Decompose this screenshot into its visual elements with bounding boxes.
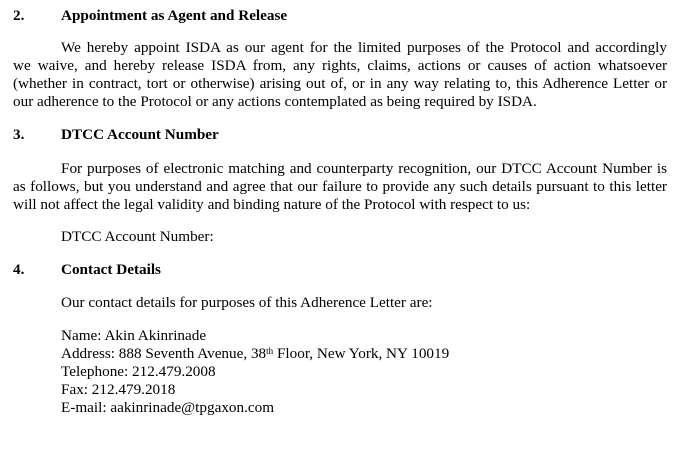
paragraph-line: we waive, and hereby release ISDA from, any rights, claims, actions or causes of action whatsoever: [13, 57, 667, 74]
section-number: 3.: [13, 126, 25, 143]
contact-fax: Fax: 212.479.2018: [61, 381, 176, 398]
section-2-heading: [13, 7, 287, 25]
section-3-paragraph: [13, 160, 667, 214]
contact-email: E-mail: aakinrinade@tpgaxon.com: [61, 399, 275, 416]
address-prefix: Address: 888 Seventh Avenue, 38: [61, 345, 267, 362]
section-title: Appointment as Agent and Release: [61, 7, 288, 24]
section-title: DTCC Account Number: [61, 126, 219, 143]
paragraph-line: will not affect the legal validity and binding nature of the Protocol with respect to us:: [13, 196, 531, 213]
contact-address: [61, 345, 449, 363]
dtcc-account-number-label: DTCC Account Number:: [61, 228, 214, 245]
address-superscript: th: [266, 346, 274, 356]
section-4-heading: [13, 261, 161, 279]
section-2-paragraph: [13, 39, 667, 111]
paragraph-line: (whether in contract, tort or otherwise) arising out of, or in any way relating to, this Adherence Letter or: [13, 75, 667, 92]
paragraph-line: We hereby appoint ISDA as our agent for the limited purposes of the Protocol and accordingly: [61, 39, 667, 56]
contact-telephone: Telephone: 212.479.2008: [61, 363, 216, 380]
section-title: Contact Details: [61, 261, 161, 278]
contact-name: Name: Akin Akinrinade: [61, 327, 207, 344]
paragraph-line: our adherence to the Protocol or any actions contemplated as being required by ISDA.: [13, 93, 537, 110]
paragraph-line: For purposes of electronic matching and counterparty recognition, our DTCC Account Number is: [61, 160, 667, 177]
section-3-heading: [13, 126, 219, 144]
address-suffix: Floor, New York, NY 10019: [273, 345, 450, 362]
section-number: 2.: [13, 7, 25, 24]
section-number: 4.: [13, 261, 25, 278]
contact-intro: Our contact details for purposes of this Adherence Letter are:: [61, 294, 433, 311]
paragraph-line: as follows, but you understand and agree that our failure to provide any such details pursuant to this letter: [13, 178, 667, 195]
contact-block: [61, 327, 449, 417]
